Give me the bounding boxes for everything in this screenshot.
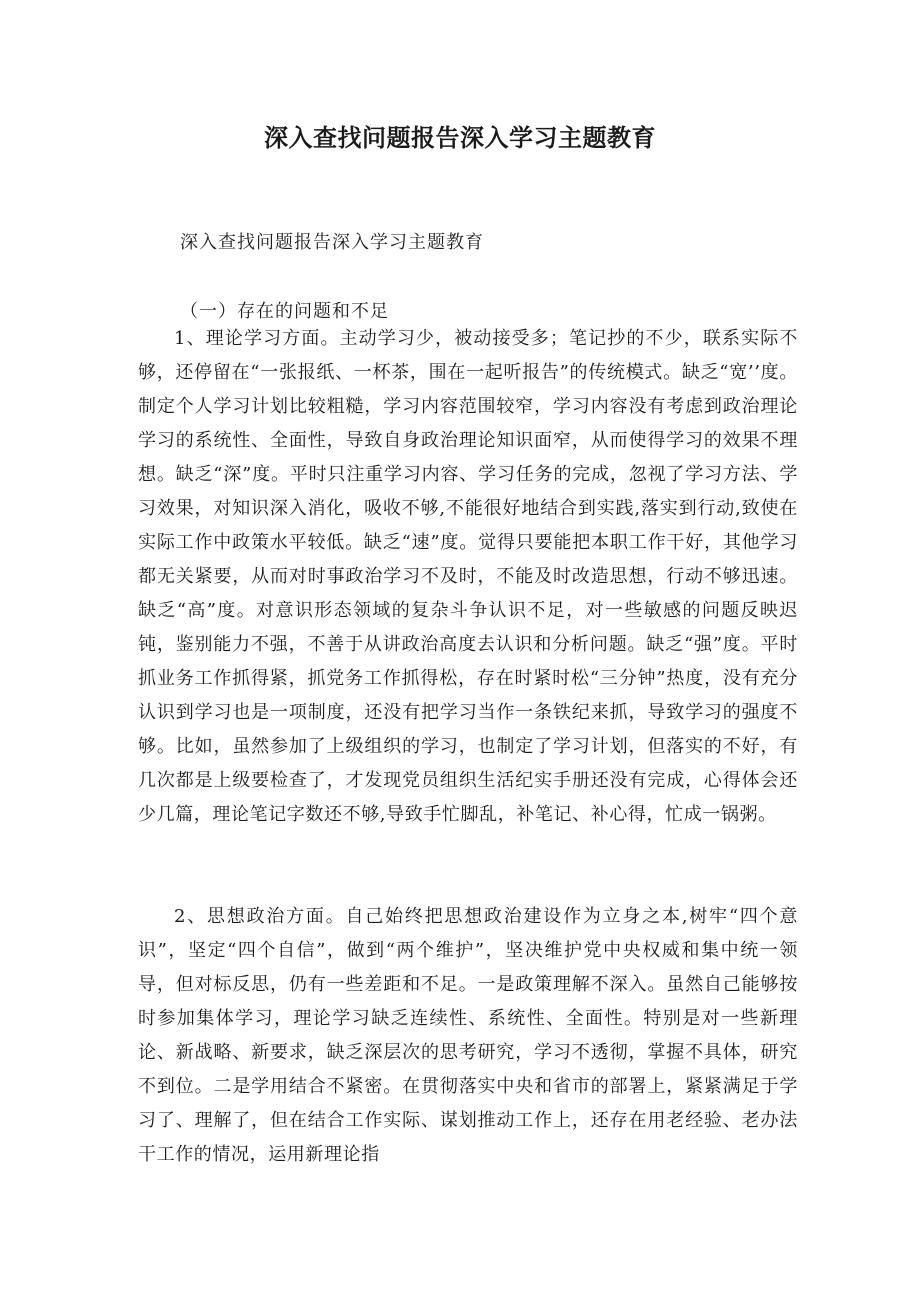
paragraph-political-thought: 2、思想政治方面。自己始终把思想政治建设作为立身之本,树牢“四个意识”，坚定“四个自信”，做到“两个维护”，坚决维护党中央权威和集中统一领导，但对标反思，仍有一些差距和不足。一是政策理解不深入。虽然自己能够按时参加集体学习，理论学习缺乏连续性、系统性、全面性。特别是对一些新理论、新战略、新要求，缺乏深层次的思考研究，学习不透彻，掌握不具体，研究不到位。二是学用结合不紧密。在贯彻落实中央和省市的部署上，紧紧满足于学习了、理解了，但在结合工作实际、谋划推动工作上，还存在用老经验、老办法干工作的情况，运用新理论指 bbox=[138, 906, 798, 1165]
document-subtitle: 深入查找问题报告深入学习主题教育 bbox=[180, 232, 484, 253]
document-title: 深入查找问题报告深入学习主题教育 bbox=[264, 124, 656, 152]
section-heading: （一）存在的问题和不足 bbox=[180, 301, 389, 322]
paragraph-theory-study: 1、理论学习方面。主动学习少，被动接受多；笔记抄的不少，联系实际不够，还停留在“一张报纸、一杯茶，围在一起听报告”的传统模式。缺乏“宽’’度。制定个人学习计划比较粗糙，学习内容范围较窄，学习内容没有考虑到政治理论学习的系统性、全面性，导致自身政治理论知识面窄，从而使得学习的效果不理想。缺乏“深”度。平时只注重学习内容、学习任务的完成，忽视了学习方法、学习效果，对知识深入消化，吸收不够,不能很好地结合到实践,落实到行动,致使在实际工作中政策水平较低。缺乏“速”度。觉得只要能把本职工作干好，其他学习都无关紧要，从而对时事政治学习不及时，不能及时改造思想，行动不够迅速。缺乏“高”度。对意识形态领域的复杂斗争认识不足，对一些敏感的问题反映迟钝，鉴别能力不强，不善于从讲政治高度去认识和分析问题。缺乏“强”度。平时抓业务工作抓得紧，抓党务工作抓得松，存在时紧时松“三分钟”热度，没有充分认识到学习也是一项制度，还没有把学习当作一条铁纪来抓，导致学习的强度不够。比如，虽然参加了上级组织的学习，也制定了学习计划，但落实的不好，有几次都是上级要检查了，才发现党员组织生活纪实手册还没有完成，心得体会还少几篇，理论笔记字数还不够,导致手忙脚乱，补笔记、补心得，忙成一锅粥。 bbox=[138, 328, 798, 825]
